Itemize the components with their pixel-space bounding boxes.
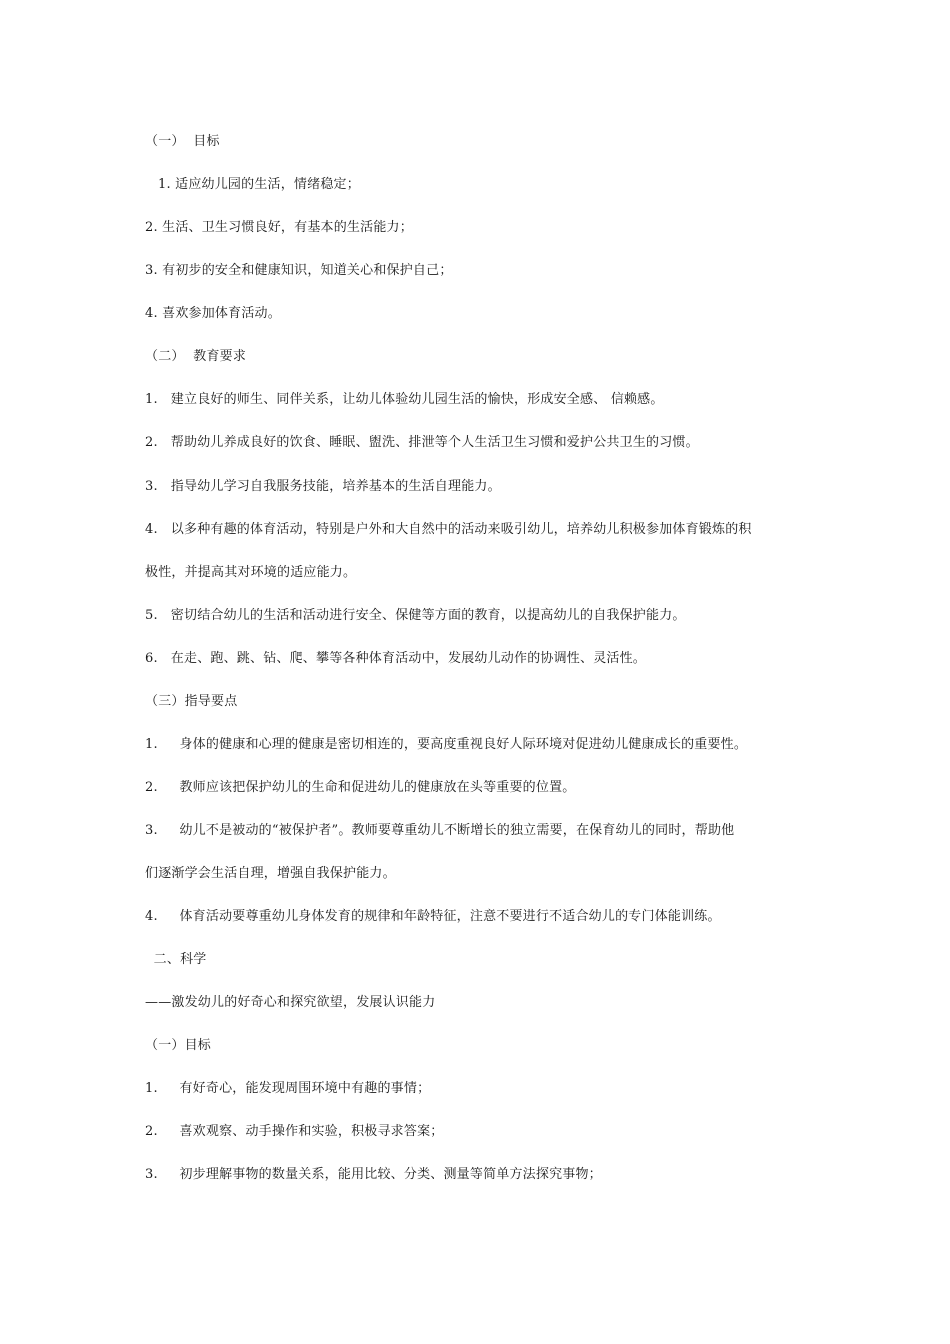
paragraph-line: 6. 在走、跑、跳、钻、爬、攀等各种体育活动中，发展幼儿动作的协调性、灵活性。 [145, 651, 647, 666]
paragraph-line: 5. 密切结合幼儿的生活和活动进行安全、保健等方面的教育，以提高幼儿的自我保护能力。 [145, 608, 686, 623]
paragraph-line: 1. 建立良好的师生、同伴关系，让幼儿体验幼儿园生活的愉快，形成安全感、 信赖感。 [145, 392, 664, 407]
paragraph-line: 2. 教师应该把保护幼儿的生命和促进幼儿的健康放在头等重要的位置。 [145, 780, 576, 795]
section-heading: （一） 目标 [145, 134, 220, 149]
paragraph-line: 4. 喜欢参加体育活动。 [145, 306, 281, 321]
paragraph-line: 3. 指导幼儿学习自我服务技能，培养基本的生活自理能力。 [145, 479, 501, 494]
paragraph-line: 1. 适应幼儿园的生活，情绪稳定； [145, 177, 360, 192]
paragraph-line: 2. 生活、卫生习惯良好，有基本的生活能力； [145, 220, 413, 235]
paragraph-line: 极性，并提高其对环境的适应能力。 [145, 565, 357, 580]
paragraph-line: 2. 喜欢观察、动手操作和实验，积极寻求答案； [145, 1124, 444, 1139]
section-heading: （二） 教育要求 [145, 349, 247, 364]
section-heading: （三）指导要点 [145, 694, 238, 709]
paragraph-line: 3. 幼儿不是被动的“被保护者”。教师要尊重幼儿不断增长的独立需要，在保育幼儿的同时，帮助他 [145, 823, 735, 838]
paragraph-line: 3. 初步理解事物的数量关系，能用比较、分类、测量等简单方法探究事物； [145, 1167, 602, 1182]
paragraph-line: 3. 有初步的安全和健康知识，知道关心和保护自己； [145, 263, 453, 278]
paragraph-line: 1. 身体的健康和心理的健康是密切相连的，要高度重视良好人际环境对促进幼儿健康成长的重要性。 [145, 737, 748, 752]
paragraph-line: 们逐渐学会生活自理，增强自我保护能力。 [145, 866, 396, 881]
paragraph-line: 1. 有好奇心，能发现周围环境中有趣的事情； [145, 1081, 431, 1096]
paragraph-line: 4. 以多种有趣的体育活动，特别是户外和大自然中的活动来吸引幼儿，培养幼儿积极参加体育锻炼的积 [145, 522, 752, 537]
chapter-subtitle: ——激发幼儿的好奇心和探究欲望，发展认识能力 [145, 995, 436, 1010]
chapter-heading: 二、科学 [145, 952, 207, 967]
paragraph-line: 2. 帮助幼儿养成良好的饮食、睡眠、盥洗、排泄等个人生活卫生习惯和爱护公共卫生的习惯。 [145, 435, 699, 450]
paragraph-line: 4. 体育活动要尊重幼儿身体发育的规律和年龄特征，注意不要进行不适合幼儿的专门体能训练。 [145, 909, 721, 924]
section-heading: （一）目标 [145, 1038, 212, 1053]
